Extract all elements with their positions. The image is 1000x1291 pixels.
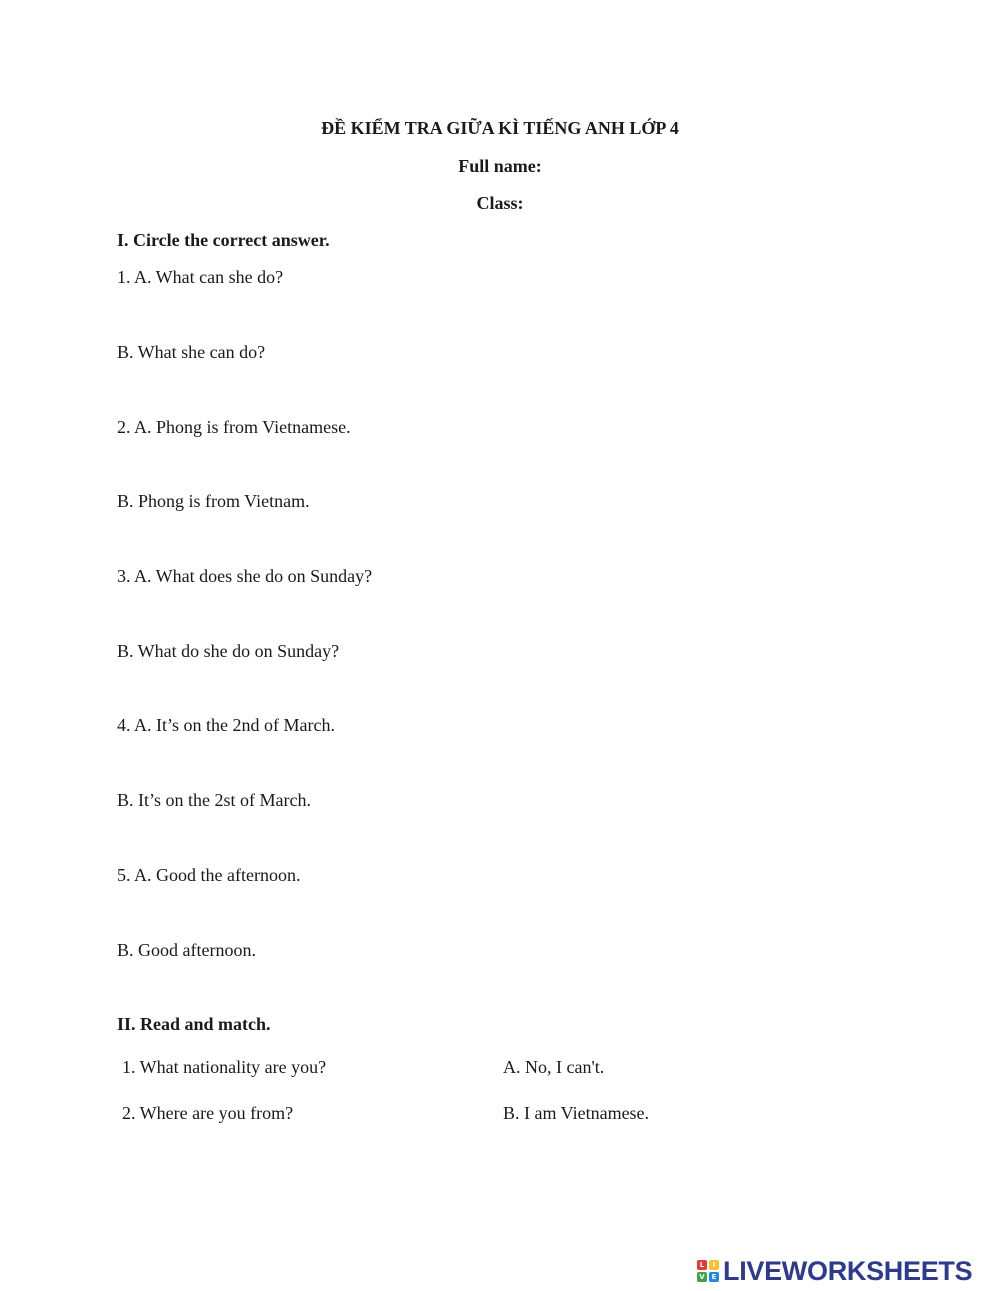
question-1-option-b[interactable]: B. What she can do? (117, 342, 266, 362)
match-answer-a[interactable]: A. No, I can't. (503, 1057, 605, 1077)
logo-block: I (709, 1260, 719, 1270)
section-2-heading: II. Read and match. (117, 1014, 271, 1034)
question-2-option-b[interactable]: B. Phong is from Vietnam. (117, 491, 310, 511)
worksheet-title: ĐỀ KIỂM TRA GIỮA KÌ TIẾNG ANH LỚP 4 (321, 118, 679, 138)
logo-block: E (709, 1272, 719, 1282)
question-2-option-a[interactable]: 2. A. Phong is from Vietnamese. (117, 417, 351, 437)
question-3-option-b[interactable]: B. What do she do on Sunday? (117, 641, 340, 661)
match-answer-b[interactable]: B. I am Vietnamese. (503, 1103, 650, 1123)
logo-block: V (697, 1272, 707, 1282)
class-label: Class: (476, 193, 524, 213)
question-1-option-a[interactable]: 1. A. What can she do? (117, 267, 284, 287)
question-4-option-a[interactable]: 4. A. It’s on the 2nd of March. (117, 715, 335, 735)
logo-text: LIVEWORKSHEETS (723, 1255, 973, 1286)
logo-block: L (697, 1260, 707, 1270)
full-name-label: Full name: (458, 156, 542, 176)
match-question-1[interactable]: 1. What nationality are you? (122, 1057, 327, 1077)
logo-blocks-icon (697, 1260, 719, 1282)
question-5-option-b[interactable]: B. Good afternoon. (117, 940, 256, 960)
liveworksheets-logo (697, 1257, 972, 1285)
question-3-option-a[interactable]: 3. A. What does she do on Sunday? (117, 566, 373, 586)
question-5-option-a[interactable]: 5. A. Good the afternoon. (117, 865, 301, 885)
section-1-heading: I. Circle the correct answer. (117, 230, 330, 250)
question-4-option-b[interactable]: B. It’s on the 2st of March. (117, 790, 311, 810)
match-question-2[interactable]: 2. Where are you from? (122, 1103, 294, 1123)
